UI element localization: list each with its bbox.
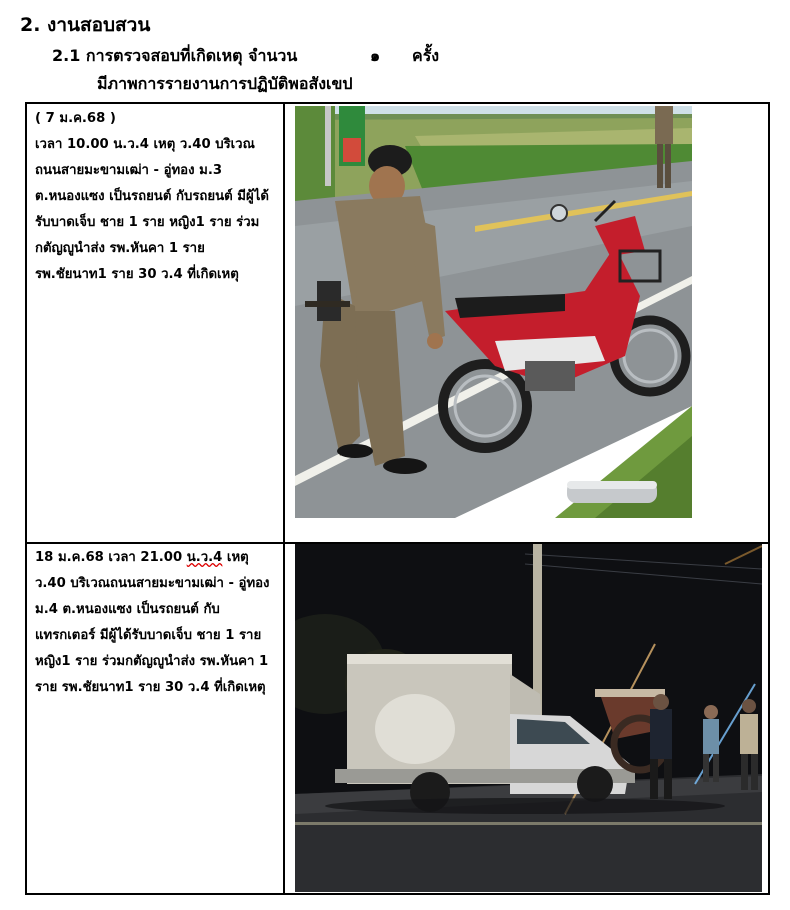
report-table bbox=[25, 102, 770, 895]
report-2-text-start: 18 ม.ค.68 เวลา 21.00 bbox=[35, 550, 187, 565]
report-2-time-code: น.ว.4 bbox=[186, 550, 223, 565]
inspection-count: ๑ bbox=[370, 46, 381, 65]
section-heading: 2. งานสอบสวน bbox=[20, 14, 151, 36]
subsection-note: มีภาพการรายงานการปฏิบัติพอสังเขป bbox=[97, 74, 353, 93]
count-unit: ครั้ง bbox=[412, 46, 440, 65]
column-divider bbox=[283, 104, 285, 893]
report-1-photo bbox=[295, 106, 692, 518]
report-2-text-rest: เหตุ ว.40 บริเวณถนนสายมะขามเฒ่า - อู่ทอง ม.4 ต.หนองแซง เป็นรถยนต์ กับแทรกเตอร์ มีผู้ได้รับบาดเจ็บ ชาย 1 ราย หญิง1 ราย ร่วมกตัญญูนำส่ง รพ.หันคา 1 ราย รพ.ชัยนาท1 ราย 30 ว.4 ที่เกิดเหตุ bbox=[35, 550, 270, 695]
subsection-heading bbox=[52, 44, 440, 69]
subsection-title: 2.1 การตรวจสอบที่เกิดเหตุ จำนวน bbox=[52, 46, 298, 65]
report-2-text bbox=[35, 545, 275, 701]
report-1-text: ( 7 ม.ค.68 ) เวลา 10.00 น.ว.4 เหตุ ว.40 บริเวณถนนสายมะขามเฒ่า - อู่ทอง ม.3 ต.หนองแซง เป็นรถยนต์ กับรถยนต์ มีผู้ได้รับบาดเจ็บ ชาย 1 ราย หญิง1 ราย ร่วมกตัญญูนำส่ง รพ.หันคา 1 ราย รพ.ชัยนาท1 ราย 30 ว.4 ที่เกิดเหตุ bbox=[35, 111, 269, 282]
report-2-photo bbox=[295, 544, 762, 892]
